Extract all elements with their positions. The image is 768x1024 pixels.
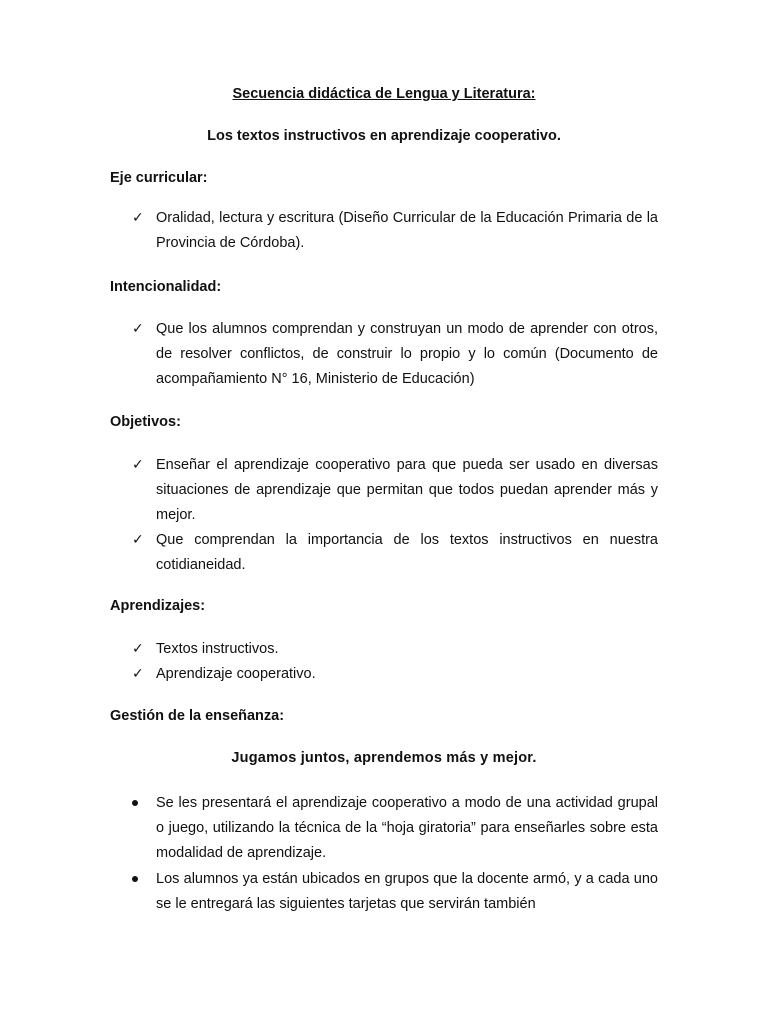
section-subtitle: Jugamos juntos, aprendemos más y mejor. (231, 750, 537, 766)
section-heading-objetivos: Objetivos: (110, 414, 181, 430)
section-heading-gestion: Gestión de la enseñanza: (110, 708, 285, 724)
section-heading-intencionalidad: Intencionalidad: (110, 279, 222, 295)
check-icon: ✓ (132, 320, 144, 336)
check-icon: ✓ (132, 640, 144, 656)
list-item: Oralidad, lectura y escritura (Diseño Curricular de la Educación Primaria de la Provincia de Córdoba). (156, 210, 658, 251)
check-icon: ✓ (132, 665, 144, 681)
list-item: Los alumnos ya están ubicados en grupos que la docente armó, y a cada uno se le entregará las siguientes tarjetas que servirán también (156, 871, 658, 912)
section-heading-aprendizajes: Aprendizajes: (110, 598, 206, 614)
document-title: Secuencia didáctica de Lengua y Literatura: (232, 86, 536, 102)
check-icon: ✓ (132, 209, 144, 225)
list-item: Que comprendan la importancia de los textos instructivos en nuestra cotidianeidad. (156, 532, 658, 573)
list-item: Enseñar el aprendizaje cooperativo para que pueda ser usado en diversas situaciones de aprendizaje que permitan que todos puedan aprender más y mejor. (156, 457, 658, 523)
bullet-icon (132, 876, 138, 882)
list-item: Que los alumnos comprendan y construyan un modo de aprender con otros, de resolver conflictos, de construir lo propio y lo común (Documento de acompañamiento N° 16, Ministerio de Educación) (156, 321, 658, 387)
check-icon: ✓ (132, 531, 144, 547)
check-icon: ✓ (132, 456, 144, 472)
bullet-icon (132, 800, 138, 806)
list-item: Textos instructivos. (156, 641, 279, 657)
document-subtitle: Los textos instructivos en aprendizaje cooperativo. (207, 128, 561, 144)
list-item: Se les presentará el aprendizaje cooperativo a modo de una actividad grupal o juego, utilizando la técnica de la “hoja giratoria” para enseñarles sobre esta modalidad de aprendizaje. (156, 795, 658, 861)
list-item: Aprendizaje cooperativo. (156, 666, 316, 682)
section-heading-eje: Eje curricular: (110, 170, 208, 186)
